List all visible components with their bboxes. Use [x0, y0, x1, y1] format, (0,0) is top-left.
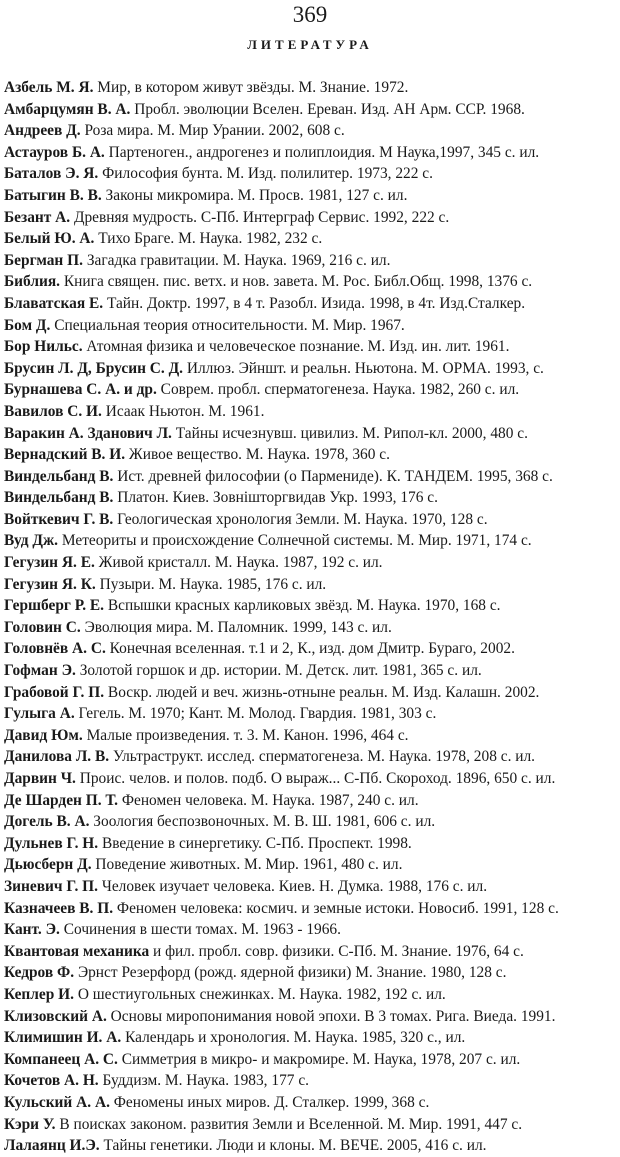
reference-author: Бом Д.	[4, 316, 51, 334]
reference-author: Дарвин Ч.	[4, 770, 76, 787]
reference-author: Белый Ю. А.	[4, 230, 95, 248]
reference-details: Тайн. Доктр. 1997, в 4 т. Разобл. Изида. 1998, в 4т. Изд.Сталкер.	[103, 294, 526, 312]
reference-details: Древняя мудрость. С-Пб. Интерграф Сервис. 1992, 222 с.	[70, 208, 450, 226]
reference-details: Тихо Браге. М. Наука. 1982, 232 с.	[94, 230, 323, 248]
reference-author: Климишин И. А.	[4, 1029, 122, 1047]
reference-entry	[4, 898, 616, 920]
reference-details: Роза мира. М. Мир Урании. 2002, 608 с.	[80, 122, 345, 140]
reference-entry	[4, 271, 616, 293]
reference-entry	[4, 638, 616, 660]
reference-details: Человек изучает человека. Киев. Н. Думка. 1988, 176 с. ил.	[97, 877, 488, 895]
reference-details: и фил. пробл. совр. физики. С-Пб. М. Знание. 1976, 64 с.	[149, 942, 524, 960]
reference-author: Бергман П.	[4, 251, 83, 269]
reference-author: Кэри У.	[4, 1115, 56, 1133]
reference-author: Де Шарден П. Т.	[4, 791, 118, 809]
reference-details: Философия бунта. М. Изд. полилитер. 1973, 222 с.	[98, 165, 433, 183]
reference-author: Виндельбанд В.	[4, 489, 114, 507]
reference-entry	[4, 77, 616, 99]
reference-list	[4, 77, 616, 1157]
reference-author: Войткевич Г. В.	[4, 510, 114, 528]
reference-entry	[4, 250, 616, 272]
reference-entry	[4, 660, 616, 682]
reference-entry	[4, 466, 616, 488]
reference-author: Данилова Л. В.	[4, 748, 110, 766]
reference-author: Батыгин В. В.	[4, 186, 102, 204]
reference-details: Платон. Киев. Зовнiшторгвидав Укр. 1993, 176 с.	[113, 489, 438, 507]
reference-entry	[4, 1049, 616, 1071]
section-title: ЛИТЕРАТУРА	[247, 37, 373, 52]
reference-author: Варакин А. Зданович Л.	[4, 424, 172, 442]
reference-entry	[4, 811, 616, 833]
reference-entry	[4, 530, 616, 552]
reference-details: Вспышки красных карликовых звёзд. М. Наука. 1970, 168 с.	[104, 597, 501, 615]
reference-entry	[4, 185, 616, 207]
reference-entry	[4, 984, 616, 1006]
reference-author: Головин С.	[4, 618, 81, 636]
reference-entry	[4, 315, 616, 337]
reference-details: Феномен человека: космич. и земные истоки. Новосиб. 1991, 128 с.	[113, 899, 559, 917]
reference-author: Клизовский А.	[4, 1007, 107, 1025]
reference-details: Тайны исчезнувш. цивилиз. М. Рипол-кл. 2000, 480 с.	[171, 424, 528, 442]
reference-author: Кульский А. А.	[4, 1093, 110, 1111]
reference-author: Компанеец А. С.	[4, 1050, 118, 1068]
reference-details: Геологическая хронология Земли. М. Наука. 1970, 128 с.	[113, 510, 488, 528]
reference-entry	[4, 941, 616, 963]
reference-details: Эрнст Резерфорд (рожд. ядерной физики) М. Знание. 1980, 128 с.	[74, 964, 507, 982]
reference-entry	[4, 509, 616, 531]
reference-details: Феномены иных миров. Д. Сталкер. 1999, 368 с.	[109, 1093, 430, 1111]
reference-entry	[4, 962, 616, 984]
reference-entry	[4, 1092, 616, 1114]
reference-author: Кочетов А. Н.	[4, 1072, 99, 1090]
reference-details: Зоология беспозвоночных. М. В. Ш. 1981, 606 с. ил.	[89, 813, 436, 831]
reference-details: Атомная физика и человеческое познание. М. Изд. ин. лит. 1961.	[82, 338, 510, 356]
reference-author: Брусин Л. Д, Брусин С. Д.	[4, 359, 184, 377]
reference-entry	[4, 552, 616, 574]
reference-details: Введение в синергетику. С-Пб. Проспект. 1998.	[98, 834, 412, 852]
reference-details: Исаак Ньютон. М. 1961.	[101, 402, 265, 420]
reference-details: Загадка гравитации. М. Наука. 1969, 216 с. ил.	[82, 251, 391, 269]
reference-author: Кедров Ф.	[4, 964, 75, 982]
reference-entry	[4, 379, 616, 401]
reference-details: Живое вещество. М. Наука. 1978, 360 с.	[125, 446, 390, 464]
reference-entry	[4, 1006, 616, 1028]
reference-entry	[4, 768, 616, 790]
reference-details: Партеноген., андрогенез и полиплоидия. М Наука,1997, 345 с. ил.	[104, 143, 540, 161]
reference-details: Феномен человека. М. Наука. 1987, 240 с. ил.	[117, 791, 419, 809]
reference-details: Пузыри. М. Наука. 1985, 176 с. ил.	[95, 575, 327, 593]
reference-details: Малые произведения. т. 3. М. Канон. 1996, 464 с.	[82, 726, 409, 744]
reference-entry	[4, 790, 616, 812]
reference-author: Азбель М. Я.	[4, 79, 94, 96]
reference-entry	[4, 423, 616, 445]
reference-entry	[4, 703, 616, 725]
reference-author: Гегузин Я. Е.	[4, 554, 95, 572]
reference-author: Грабовой Г. П.	[4, 683, 105, 701]
reference-details: Проис. челов. и полов. подб. О выраж... С-Пб. Скороход. 1896, 650 с. ил.	[75, 770, 556, 787]
reference-author: Библия.	[4, 273, 61, 291]
reference-author: Амбарцумян В. А.	[4, 100, 131, 118]
reference-details: Конечная вселенная. т.1 и 2, К., изд. дом Дмитр. Бураго, 2002.	[105, 640, 515, 658]
reference-details: Эволюция мира. М. Паломник. 1999, 143 с. ил.	[80, 618, 392, 636]
reference-details: Гегель. М. 1970; Кант. М. Молод. Гвардия. 1981, 303 с.	[74, 705, 437, 723]
reference-entry	[4, 1135, 616, 1157]
reference-details: Буддизм. М. Наука. 1983, 177 с.	[98, 1072, 309, 1090]
reference-author: Вавилов С. И.	[4, 402, 102, 420]
reference-author: Давид Юм.	[4, 726, 83, 744]
reference-entry	[4, 142, 616, 164]
reference-entry	[4, 336, 616, 358]
reference-details: Ист. древней философии (о Пармениде). К. ТАНДЕМ. 1995, 368 с.	[113, 467, 553, 485]
page-number: 369	[292, 2, 328, 27]
reference-author: Гершберг Р. Е.	[4, 597, 105, 615]
reference-author: Астауров Б. А.	[4, 143, 105, 161]
reference-author: Дьюсберн Д.	[4, 856, 92, 874]
reference-details: Тайны генетики. Люди и клоны. М. ВЕЧЕ. 2005, 416 с. ил.	[99, 1137, 487, 1155]
reference-entry	[4, 1114, 616, 1136]
reference-entry	[4, 725, 616, 747]
reference-author: Кант. Э.	[4, 921, 60, 939]
reference-author: Вернадский В. И.	[4, 446, 126, 464]
reference-details: Специальная теория относительности. М. Мир. 1967.	[50, 316, 405, 334]
reference-details: Законы микромира. М. Просв. 1981, 127 с. ил.	[101, 186, 408, 204]
reference-entry	[4, 293, 616, 315]
reference-author: Зиневич Г. П.	[4, 877, 98, 895]
reference-entry	[4, 854, 616, 876]
reference-entry	[4, 617, 616, 639]
reference-author: Блаватская Е.	[4, 294, 104, 312]
reference-entry	[4, 574, 616, 596]
reference-details: Живой кристалл. М. Наука. 1987, 192 с. ил.	[94, 554, 383, 572]
reference-details: Сочинения в шести томах. М. 1963 - 1966.	[59, 921, 341, 939]
reference-author: Дульнев Г. Н.	[4, 834, 99, 852]
reference-entry	[4, 1027, 616, 1049]
reference-details: Календарь и хронология. М. Наука. 1985, 320 с., ил.	[121, 1029, 466, 1047]
reference-author: Вуд Дж.	[4, 532, 59, 550]
reference-details: Поведение животных. М. Мир. 1961, 480 с. ил.	[91, 856, 403, 874]
reference-entry	[4, 207, 616, 229]
reference-author: Квантовая механика	[4, 942, 150, 960]
reference-author: Лалаянц И.Э.	[4, 1137, 100, 1155]
reference-author: Кеплер И.	[4, 985, 74, 1003]
reference-details: Симметрия в микро- и макромире. М. Наука, 1978, 207 с. ил.	[117, 1050, 521, 1068]
reference-details: О шестиугольных снежинках. М. Наука. 1982, 192 с. ил.	[73, 985, 446, 1003]
reference-author: Гегузин Я. К.	[4, 575, 96, 593]
reference-author: Виндельбанд В.	[4, 467, 114, 485]
reference-entry	[4, 228, 616, 250]
reference-author: Догель В. А.	[4, 813, 90, 831]
reference-details: Пробл. эволюции Вселен. Ереван. Изд. АН Арм. ССР. 1968.	[130, 100, 525, 118]
reference-entry	[4, 876, 616, 898]
reference-details: Золотой горшок и др. истории. М. Детск. лит. 1981, 365 с. ил.	[75, 662, 482, 680]
reference-entry	[4, 919, 616, 941]
reference-author: Бурнашева С. А. и др.	[4, 381, 157, 399]
reference-author: Казначеев В. П.	[4, 899, 114, 917]
reference-details: Иллюз. Эйншт. и реальн. Ньютона. М. ОРМА. 1993, с.	[183, 359, 544, 377]
reference-details: Мир, в котором живут звёзды. М. Знание. 1972.	[93, 79, 409, 96]
reference-author: Гофман Э.	[4, 662, 76, 680]
reference-author: Безант А.	[4, 208, 71, 226]
reference-entry	[4, 163, 616, 185]
reference-author: Головнёв А. С.	[4, 640, 106, 658]
reference-entry	[4, 444, 616, 466]
reference-author: Баталов Э. Я.	[4, 165, 99, 183]
reference-entry	[4, 120, 616, 142]
reference-details: Основы миропонимания новой эпохи. В 3 томах. Рига. Виеда. 1991.	[106, 1007, 556, 1025]
reference-author: Гулыга А.	[4, 705, 75, 723]
reference-details: Соврем. пробл. сперматогенеза. Наука. 1982, 260 с. ил.	[156, 381, 520, 399]
reference-entry	[4, 487, 616, 509]
reference-entry	[4, 99, 616, 121]
reference-details: Метеориты и происхождение Солнечной системы. М. Мир. 1971, 174 с.	[58, 532, 532, 550]
reference-author: Андреев Д.	[4, 122, 81, 140]
reference-details: Ультраструкт. исслед. сперматогенеза. М. Наука. 1978, 208 с. ил.	[109, 748, 536, 766]
reference-details: В поисках законом. развития Земли и Вселенной. М. Мир. 1991, 447 с.	[55, 1115, 523, 1133]
reference-entry	[4, 682, 616, 704]
reference-details: Воскр. людей и веч. жизнь-отныне реальн. М. Изд. Калашн. 2002.	[104, 683, 540, 701]
reference-entry	[4, 358, 616, 380]
reference-entry	[4, 833, 616, 855]
reference-entry	[4, 401, 616, 423]
reference-entry	[4, 595, 616, 617]
reference-entry	[4, 1070, 616, 1092]
reference-entry	[4, 746, 616, 768]
reference-author: Бор Нильс.	[4, 338, 83, 356]
reference-details: Книга священ. пис. ветх. и нов. завета. М. Рос. Библ.Общ. 1998, 1376 с.	[60, 273, 533, 291]
